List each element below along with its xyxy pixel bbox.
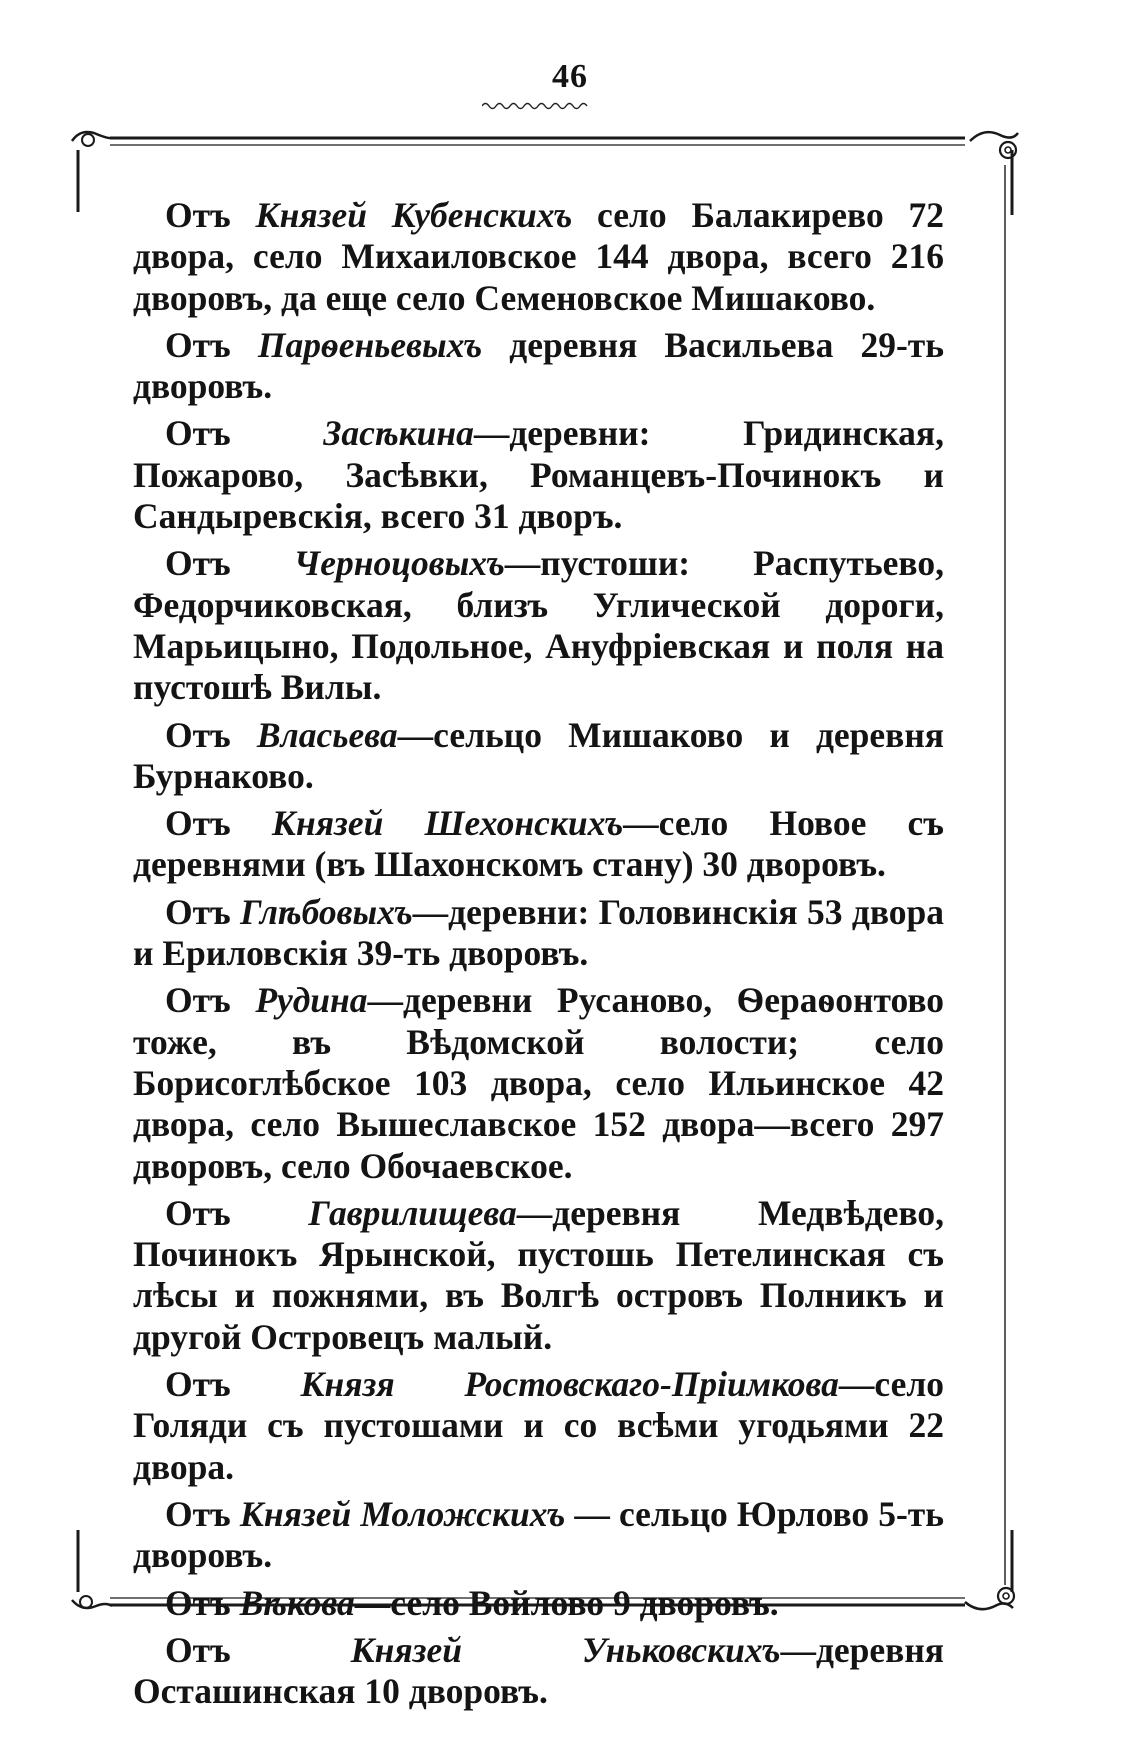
owner-name: Парѳеньевыхъ bbox=[257, 324, 483, 365]
paragraph: Отъ Черноцовыхъ—пустоши: Распутьево, Федорчиковская, близъ Углической дороги, Марьицыно, Подольное, Ануфріевская и поля на пустошѣ Вилы. bbox=[133, 543, 944, 708]
owner-name: Князей Уньковскихъ bbox=[350, 1629, 781, 1670]
paragraph: Отъ Князей Шехонскихъ—село Новое съ деревнями (въ Шахонскомъ стану) 30 дворовъ. bbox=[133, 803, 944, 885]
paragraph: Отъ Вѣкова—село Войлово 9 дворовъ. bbox=[165, 1582, 779, 1623]
paragraph: Отъ Рудина—деревни Русаново, Ѳераѳонтово тоже, въ Вѣдомской волости; село Борисоглѣбское 103 двора, село Ильинское 42 двора, село Вышеславское 152 двора—всего 297 дворовъ, село Обочаевское. bbox=[133, 980, 944, 1186]
page-number: 46 bbox=[552, 58, 588, 95]
paragraph: Отъ Князей Моложскихъ — сельцо Юрлово 5-ть дворовъ. bbox=[133, 1493, 944, 1576]
paragraph: Отъ Глѣбовыхъ—деревни: Головинскія 53 двора и Ериловскія 39-ть дворовъ. bbox=[133, 891, 945, 974]
paragraph: Отъ Князей Уньковскихъ—деревня Осташинская 10 дворовъ. bbox=[133, 1629, 944, 1712]
owner-name: Рудина bbox=[255, 980, 368, 1021]
paragraph: Отъ Князей Кубенскихъ село Балакирево 72 двора, село Михаиловское 144 двора, всего 216 дворовъ, да еще село Семеновское Мишаково. bbox=[133, 195, 944, 318]
owner-name: Черноцовыхъ bbox=[293, 543, 505, 584]
owner-name: Власьева bbox=[256, 714, 398, 755]
owner-name: Князя Ростовскаго-Пріимкова bbox=[300, 1364, 839, 1405]
owner-name: Глѣбовыхъ bbox=[240, 891, 413, 932]
paragraph: Отъ Князя Ростовскаго-Пріимкова—село Голяди съ пустошами и со всѣми угодьями 22 двора. bbox=[133, 1364, 944, 1487]
owner-name: Князей Кубенскихъ bbox=[255, 195, 573, 235]
text-block bbox=[133, 195, 944, 1718]
owner-name: Князей Моложскихъ bbox=[239, 1493, 566, 1534]
owner-name: Засѣкина bbox=[323, 413, 474, 454]
owner-name: Вѣкова bbox=[239, 1582, 355, 1623]
owner-name: Гаврилищева bbox=[308, 1192, 517, 1233]
paragraph: Отъ Парѳеньевыхъ деревня Васильева 29-ть дворовъ. bbox=[133, 324, 944, 407]
paragraph: Отъ Власьева—сельцо Мишаково и деревня Бурнаково. bbox=[133, 714, 944, 796]
paragraph: Отъ Засѣкина—деревни: Гридинская, Пожарово, Засѣвки, Романцевъ-Починокъ и Сандыревскія, всего 31 дворъ. bbox=[133, 413, 944, 537]
owner-name: Князей Шехонскихъ bbox=[271, 803, 624, 844]
paragraph: Отъ Гаврилищева—деревня Медвѣдево, Починокъ Ярынской, пустошь Петелинская съ лѣсы и пожнями, въ Волгѣ островъ Полникъ и другой Островецъ малый. bbox=[133, 1192, 944, 1357]
